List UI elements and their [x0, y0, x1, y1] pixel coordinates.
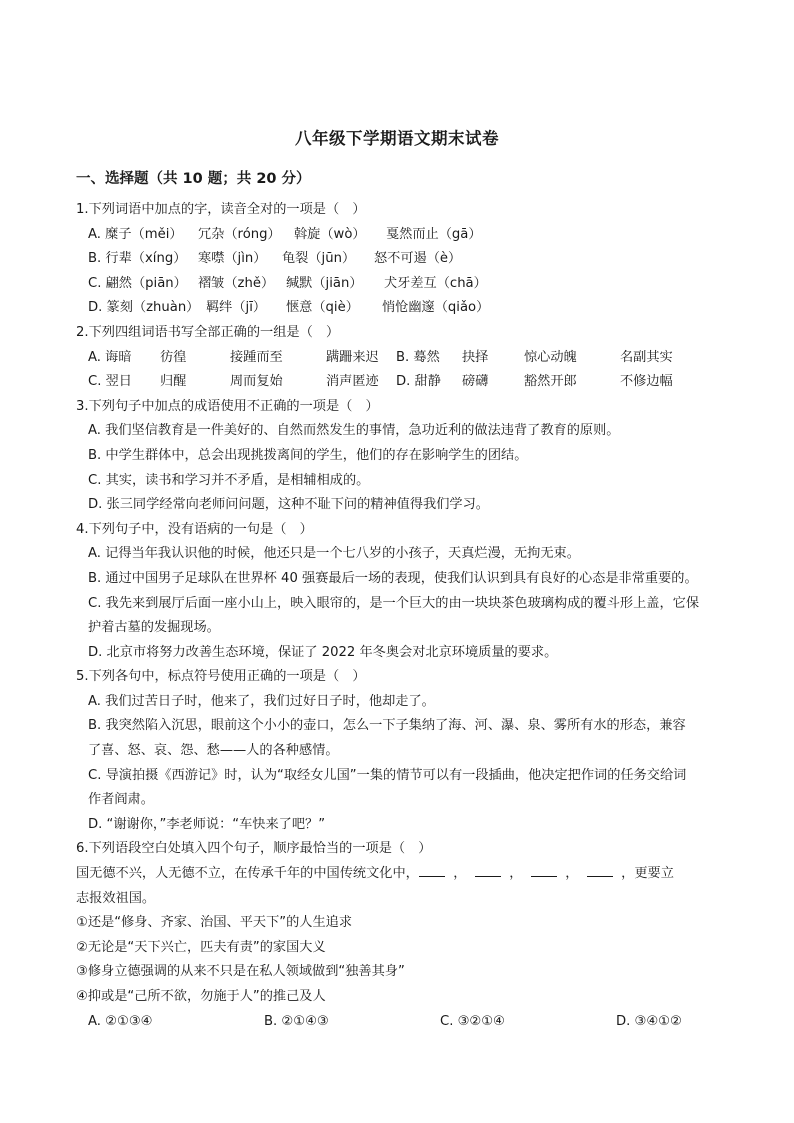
q6-option-b: B. ②①④③: [264, 1013, 329, 1029]
q6-option-a: A. ②①③④: [88, 1013, 153, 1029]
q3-option-b: B. 中学生群体中，总会出现挑拨离间的学生，他们的存在影响学生的团结。: [88, 447, 528, 463]
q5-option-b-cont: 了喜、怒、哀、怨、愁——人的各种感情。: [88, 743, 339, 759]
q5-option-c-cont: 作者阎肃。: [88, 792, 154, 808]
q5-option-b: B. 我突然陷入沉思，眼前这个小小的壶口，怎么一下子集纳了海、河、瀑、泉、雾所有水的形态，兼容: [88, 718, 686, 734]
q6-option-c: C. ③②①④: [440, 1013, 505, 1029]
section-heading: 一、选择题（共 10 题；共 20 分）: [76, 171, 311, 187]
q6-options: [76, 1010, 726, 1035]
q5-option-a: A. 我们过苦日子时，他来了，我们过好日子时，他却走了。: [88, 693, 435, 709]
blank-4: [587, 862, 613, 877]
q4-option-d: D. 北京市将努力改善生态环境，保证了 2022 年冬奥会对北京环境质量的要求。: [88, 644, 558, 660]
q4-option-b: B. 通过中国男子足球队在世界杯 40 强赛最后一场的表现，使我们认识到具有良好的心态是非常重要的。: [88, 570, 698, 586]
q5-option-c: C. 导演拍摄《西游记》时，认为“取经女儿国”一集的情节可以有一段插曲，他决定把作词的任务交给词: [88, 767, 687, 783]
q1-option-b: B. 行辈（xíng） 寒噤（jìn） 龟裂（jūn） 怒不可遏（è）: [88, 251, 462, 267]
blank-1: [419, 862, 445, 877]
blank-2: [475, 862, 501, 877]
q4-stem: 4.下列句子中，没有语病的一句是（ ）: [76, 521, 313, 537]
question-body: [76, 198, 726, 1034]
q6-option-d: D. ③④①②: [616, 1013, 682, 1029]
q3-option-c: C. 其实，读书和学习并不矛盾，是相辅相成的。: [88, 472, 370, 488]
page-title: 八年级下学期语文期末试卷: [295, 129, 499, 148]
q4-option-c-cont: 护着古墓的发掘现场。: [88, 620, 220, 636]
q6-sentence-2: ②无论是“天下兴亡，匹夫有责”的家国大义: [76, 939, 326, 955]
q3-option-a: A. 我们坚信教育是一件美好的、自然而然发生的事情，急功近利的做法违背了教育的原则。: [88, 423, 620, 439]
blank-3: [531, 862, 557, 877]
q2-row-cd: C. 翌日 归醒 周而复始 消声匿迹 D. 甜静 磅礴 豁然开郎 不修边幅: [88, 374, 673, 390]
q2-row-ab: A. 诲暗 彷徨 接踵而至 蹒跚来迟 B. 蓦然 抉择 惊心动魄 名副其实: [88, 349, 673, 365]
q6-sentence-4: ④抑或是“己所不欲，勿施于人”的推己及人: [76, 989, 326, 1004]
q2-stem: 2.下列四组词语书写全部正确的一组是（ ）: [76, 324, 340, 340]
q3-option-d: D. 张三同学经常向老师问问题，这种不耻下问的精神值得我们学习。: [88, 497, 489, 513]
q1-option-c: C. 翩然（piān） 褶皱（zhě） 缄默（jiān） 犬牙差互（chā）: [88, 275, 487, 291]
q4-option-c: C. 我先来到展厅后面一座小山上，映入眼帘的，是一个巨大的由一块块茶色玻璃构成的覆斗形上盖，它保: [88, 595, 700, 611]
q3-stem: 3.下列句子中加点的成语使用不正确的一项是（ ）: [76, 398, 379, 414]
q1-option-a: A. 糜子（měi） 冗杂（róng） 斡旋（wò） 戛然而止（gā）: [88, 226, 482, 242]
q1-stem: 1.下列词语中加点的字，读音全对的一项是（ ）: [76, 202, 366, 217]
q6-sentence-3: ③修身立德强调的从来不只是在私人领域做到“独善其身”: [76, 964, 405, 980]
q6-sentence-1: ①还是“修身、齐家、治国、平天下”的人生追求: [76, 915, 353, 931]
q5-option-d: D. “谢谢你，”李老师说：“车快来了吧？”: [88, 816, 326, 832]
q1-option-d: D. 篆刻（zhuàn） 羁绊（jī） 惬意（qiè） 悄怆幽邃（qiǎo）: [88, 300, 490, 316]
q6-passage-cont: 志报效祖国。: [76, 890, 156, 906]
q5-stem: 5.下列各句中，标点符号使用正确的一项是（ ）: [76, 669, 366, 685]
q6-stem: 6.下列语段空白处填入四个句子，顺序最恰当的一项是（ ）: [76, 841, 432, 857]
q6-passage: 国无德不兴，人无德不立，在传承千年的中国传统文化中， ， ， ， ，更要立: [76, 862, 726, 887]
q4-option-a: A. 记得当年我认识他的时候，他还只是一个七八岁的小孩子，天真烂漫，无拘无束。: [88, 546, 580, 562]
